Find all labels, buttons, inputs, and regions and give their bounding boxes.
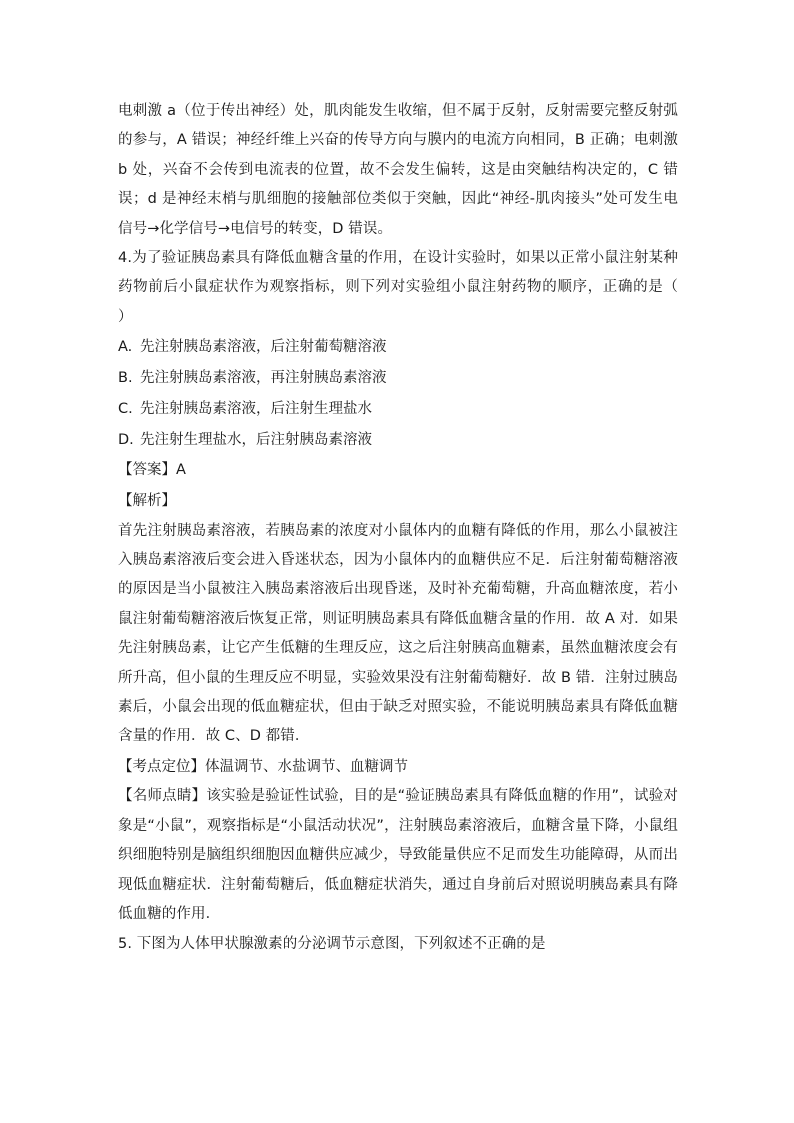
option-letter: A. (118, 339, 133, 356)
analysis-label: 【解析】 (118, 493, 176, 510)
option-letter: B. (118, 370, 133, 387)
question-4-option-b (118, 363, 678, 394)
option-text: 先注射胰岛素溶液，后注射生理盐水 (140, 400, 372, 417)
mingshi-text: 【名师点睛】该实验是验证性试验，目的是“验证胰岛素具有降低血糖的作用”，试验对象是“小鼠”，观察指标是“小鼠活动状况”，注射胰岛素溶液后，血糖含量下降，小鼠组织细胞特别是脑组织细胞因血糖供应减少，导致能量供应不足而发生功能障碍，从而出现低血糖症状．注射葡萄糖后，低血糖症状消失，通过自身前后对照说明胰岛素具有降低血糖的作用． (118, 788, 678, 923)
question-4-option-a (118, 332, 678, 363)
question-5-stem: 5. 下图为人体甲状腺激素的分泌调节示意图，下列叙述不正确的是 (118, 935, 546, 952)
option-text: 先注射胰岛素溶液，再注射胰岛素溶液 (140, 370, 387, 387)
question-4-option-c (118, 394, 678, 425)
question-4-stem: 4.为了验证胰岛素具有降低血糖含量的作用，在设计实验时，如果以正常小鼠注射某种药物前后小鼠症状作为观察指标，则下列对实验组小鼠注射药物的顺序，正确的是（ ） (118, 250, 708, 325)
analysis-text: 首先注射胰岛素溶液，若胰岛素的浓度对小鼠体内的血糖有降低的作用，那么小鼠被注入胰岛素溶液后变会进入昏迷状态，因为小鼠体内的血糖供应不足．后注射葡萄糖溶液的原因是当小鼠被注入胰岛素溶液后出现昏迷，及时补充葡萄糖，升高血糖浓度，若小鼠注射葡萄糖溶液后恢复正常，则证明胰岛素具有降低血糖含量的作用．故 A 对．如果先注射胰岛素，让它产生低糖的生理反应，这之后注射胰高血糖素，虽然血糖浓度会有所升高，但小鼠的生理反应不明显，实验效果没有注射葡萄糖好．故 B 错．注射过胰岛素后，小鼠会出现的低血糖症状，但由于缺乏对照实验，不能说明胰岛素具有降低血糖含量的作用．故 C、D 都错． (118, 522, 678, 745)
option-text: 先注射生理盐水，后注射胰岛素溶液 (140, 431, 372, 448)
answer-label: 【答案】A (118, 462, 186, 479)
option-text: 先注射胰岛素溶液，后注射葡萄糖溶液 (140, 339, 387, 356)
question-4-option-d (118, 425, 678, 456)
document-content (118, 97, 708, 959)
previous-analysis-text: 电刺激 a（位于传出神经）处，肌肉能发生收缩，但不属于反射，反射需要完整反射弧的参与，A 错误；神经纤维上兴奋的传导方向与膜内的电流方向相同，B 正确；电刺激 b 处，兴奋不会传到电流表的位置，故不会发生偏转，这是由突触结构决定的，C 错误；d 是神经末梢与肌细胞的接触部位类似于突触，因此“神经-肌肉接头”处可发生电信号→化学信号→电信号的转变，D 错误。 (118, 103, 678, 237)
option-letter: D. (118, 431, 134, 448)
option-letter: C. (118, 400, 133, 417)
kaodian-line: 【考点定位】体温调节、水盐调节、血糖调节 (118, 758, 408, 775)
